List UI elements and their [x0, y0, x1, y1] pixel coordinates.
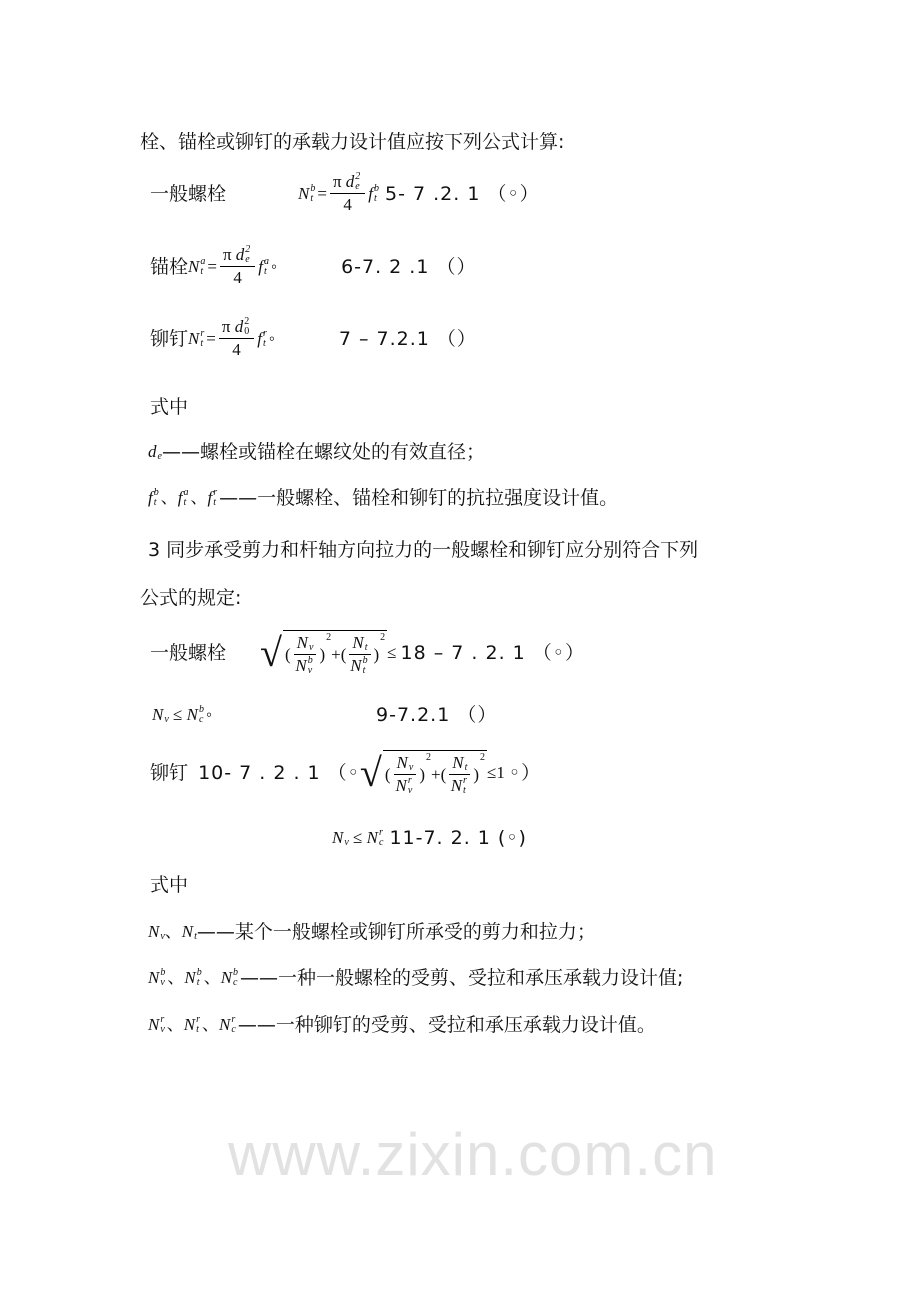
- formula-expression: N v ≤ N b c ◦: [152, 704, 213, 725]
- formula-expression: N v ≤ N r c: [332, 827, 384, 848]
- formula-label: 铆钉: [150, 762, 189, 784]
- equation-number: 18 – 7 . 2. 1 （◦）: [400, 642, 585, 664]
- formula-expression: N b t = π d 2 e 4 f b t: [298, 171, 380, 214]
- equation-number: 5- 7 .2. 1 （◦）: [385, 182, 540, 205]
- equation-number: 7 – 7.2.1 （）: [338, 327, 477, 350]
- formula-11: [332, 826, 527, 850]
- formula-7: [150, 317, 477, 360]
- formula-expression: √ ( N v N r v ) 2 + ( N t N r t ) 2 ≤ 1: [359, 750, 505, 796]
- formula-8: [150, 630, 585, 676]
- definition-nv-nt: N v 、 N t ——某个一般螺栓或铆钉所承受的剪力和拉力；: [148, 921, 596, 943]
- formula-expression: √ ( N v N b v ) 2 + ( N t N b t ) 2 ≤: [260, 630, 397, 676]
- definition-rivet-capacity: N r v 、 N r t 、 N r c ——一种铆钉的受剪、受拉和承压承载力设计值。: [148, 1014, 656, 1036]
- definition-bolt-capacity: N b v 、 N b t 、 N b c ——一种一般螺栓的受剪、受拉和承压承载力设计值;: [148, 967, 684, 989]
- formula-expression: N a t = π d 2 e 4 f a t ◦: [188, 244, 278, 287]
- formula-label: 铆钉: [150, 327, 189, 350]
- item-3-text: 3 同步承受剪力和杆轴方向拉力的一般螺栓和铆钉应分别符合下列: [148, 539, 699, 561]
- formula-10: 铆钉 10- 7 . 2 . 1 （◦ √ ( N v N r v ) 2 + ( N t N r t ) 2 ≤ 1 ◦）: [150, 750, 542, 796]
- formula-label: 一般螺栓: [150, 642, 227, 664]
- where-label: 式中: [150, 874, 189, 896]
- equation-number: 11-7. 2. 1 (◦): [389, 827, 527, 849]
- formula-label: 锚栓: [150, 255, 189, 278]
- item-3-continued: 公式的规定:: [140, 587, 242, 609]
- equation-number: 6-7. 2 .1 （）: [341, 255, 477, 278]
- formula-9: [152, 703, 497, 727]
- equation-number: 9-7.2.1 （）: [376, 704, 498, 726]
- where-label: 式中: [150, 396, 189, 418]
- formula-expression: N r t = π d 2 0 4 f r t ◦: [188, 316, 275, 359]
- definition-f: f b t 、 f a t 、 f r t ——一般螺栓、锚栓和铆钉的抗拉强度设计值。: [148, 487, 619, 509]
- formula-5: [150, 172, 540, 215]
- watermark: www.zixin.com.cn: [228, 1121, 718, 1188]
- formula-label: 一般螺栓: [150, 182, 227, 205]
- definition-de: d e ——螺栓或锚栓在螺纹处的有效直径；: [148, 441, 485, 463]
- formula-6: [150, 245, 476, 288]
- equation-number: 10- 7 . 2 . 1 （◦: [198, 762, 360, 784]
- intro-text: 栓、锚栓或铆钉的承载力设计值应按下列公式计算:: [140, 131, 565, 153]
